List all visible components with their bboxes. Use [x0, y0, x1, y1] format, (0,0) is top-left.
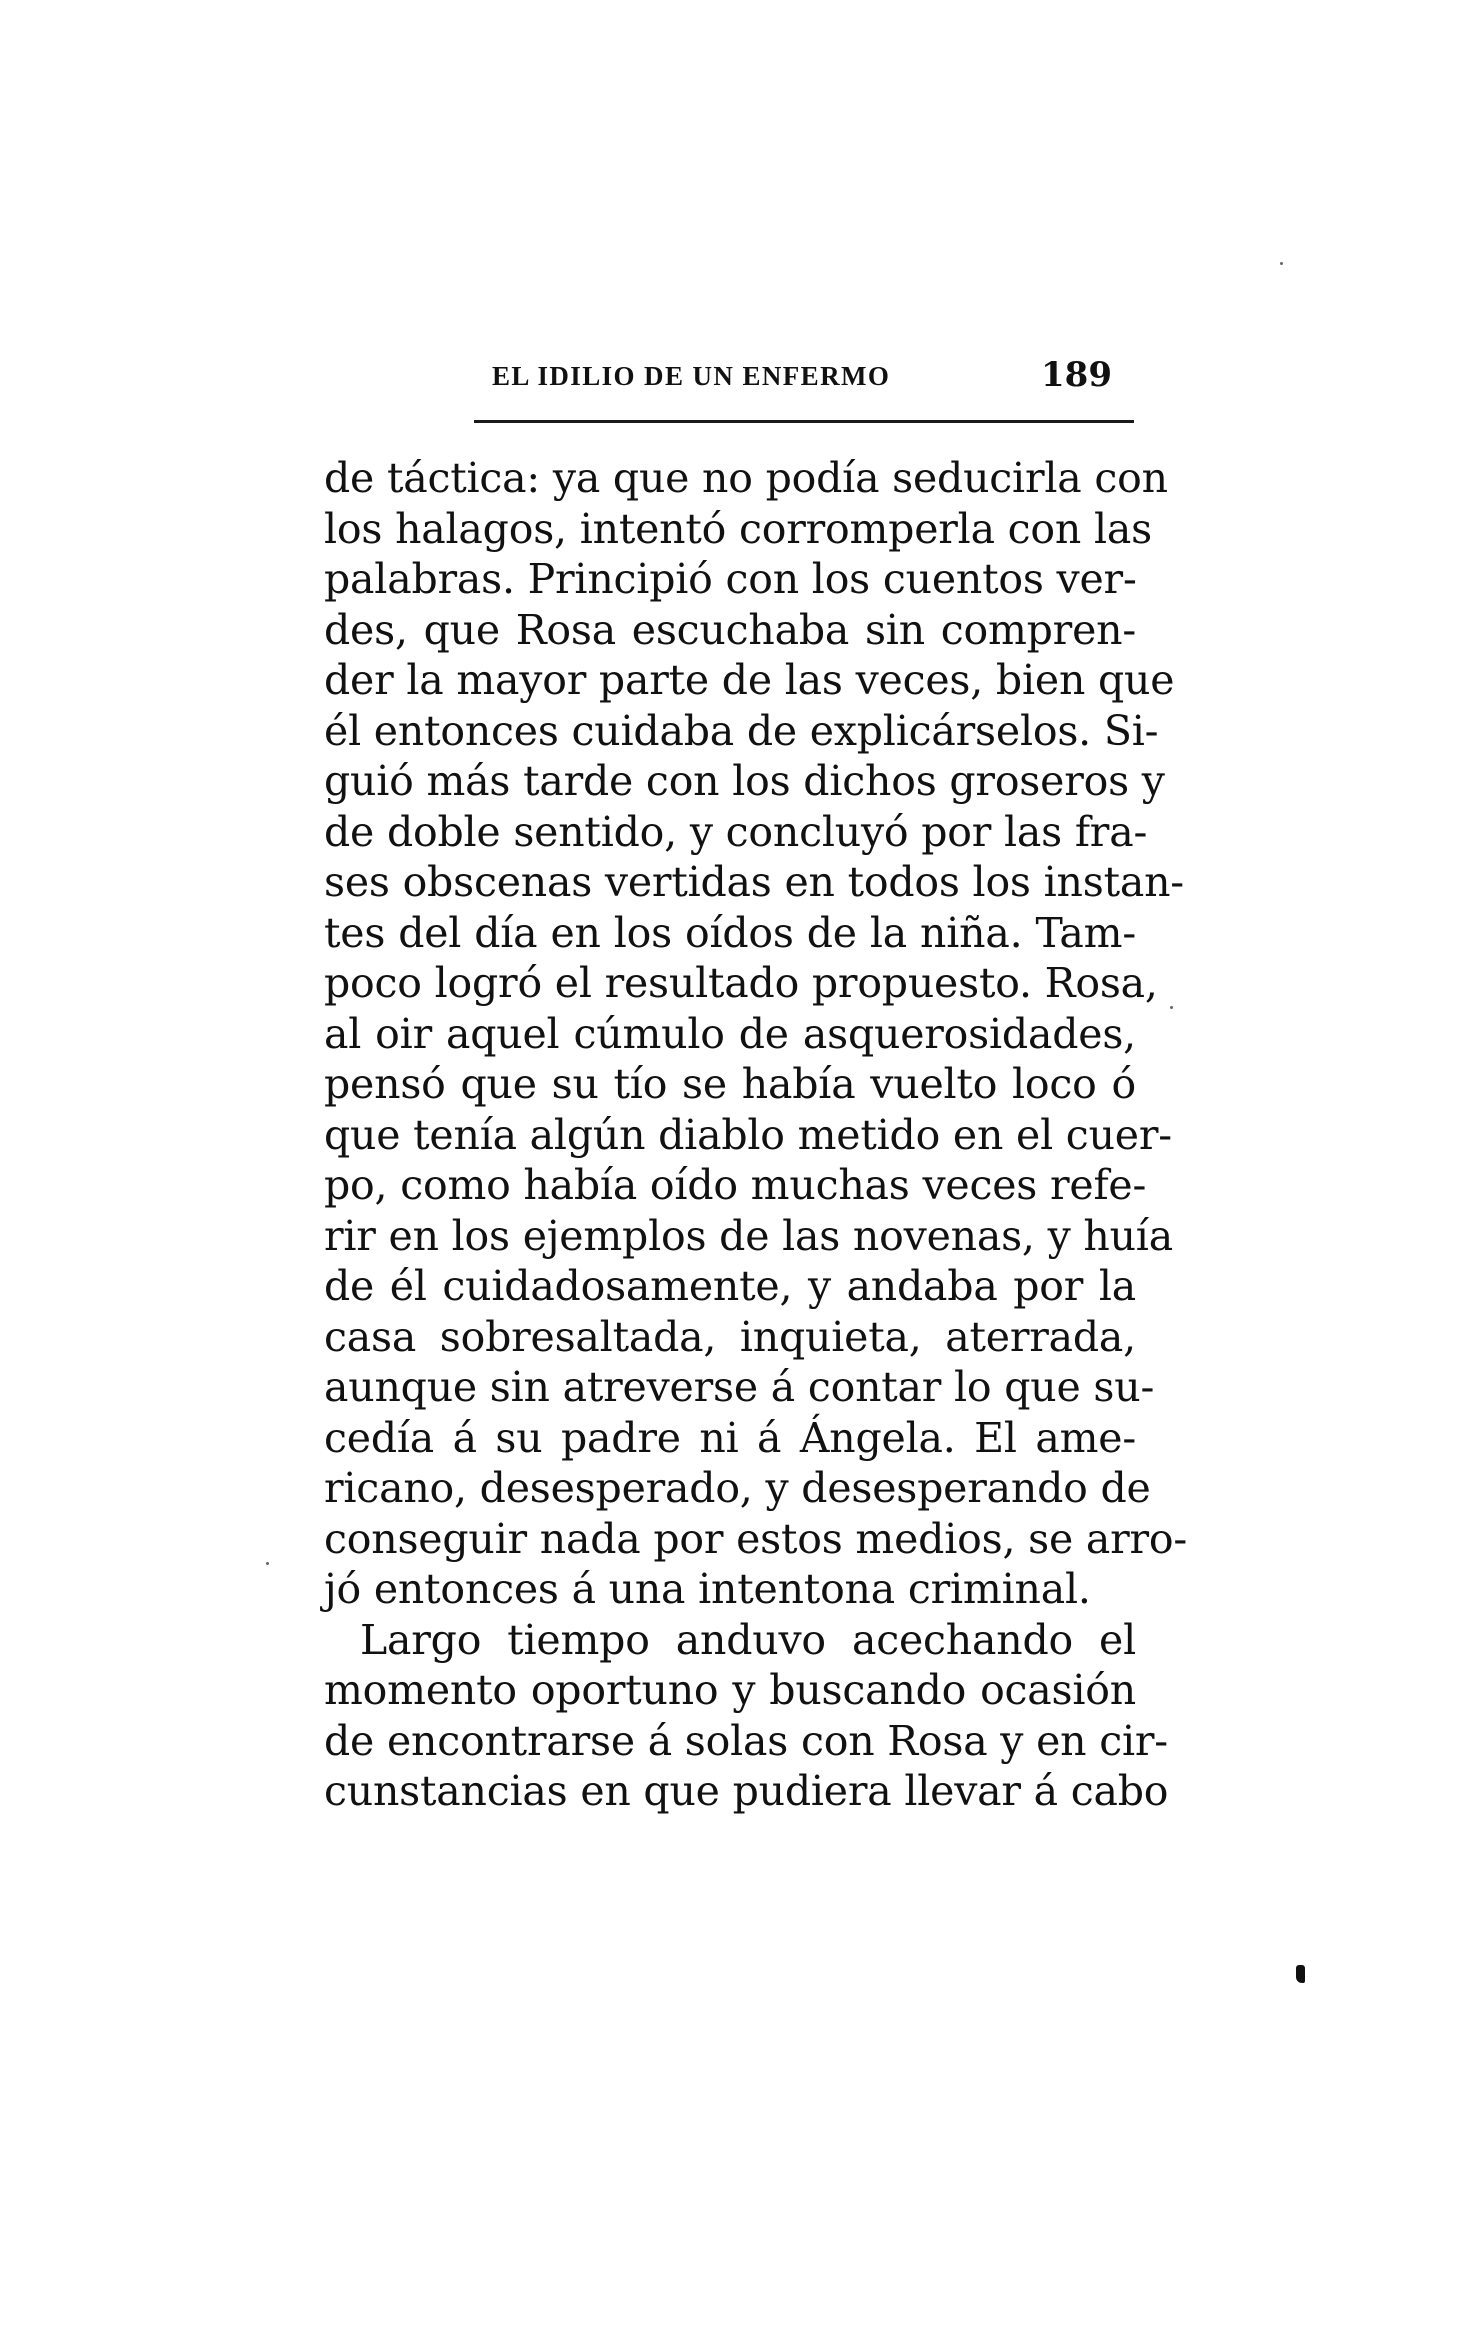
text-line: él entonces cuidaba de explicárselos. Si-: [324, 706, 1159, 755]
text-line: que tenía algún diablo metido en el cuer-: [324, 1110, 1172, 1159]
page-number: 189: [1041, 355, 1112, 395]
text-line: de encontrarse á solas con Rosa y en cir-: [324, 1716, 1168, 1765]
text-line: rir en los ejemplos de las novenas, y huía: [324, 1211, 1173, 1260]
text-line: los halagos, intentó corromperla con las: [324, 504, 1152, 553]
text-line: casa sobresaltada, inquieta, aterrada,: [324, 1312, 1136, 1361]
scan-speck: [266, 1562, 269, 1565]
text-line: cedía á su padre ni á Ángela. El ame-: [324, 1413, 1136, 1462]
text-line: des, que Rosa escuchaba sin compren-: [324, 605, 1136, 654]
text-line: de doble sentido, y concluyó por las fra-: [324, 807, 1148, 856]
ink-speck: [1296, 1965, 1305, 1983]
scan-speck: [1170, 1006, 1173, 1009]
text-line: der la mayor parte de las veces, bien que: [324, 656, 1175, 704]
text-line: conseguir nada por estos medios, se arro-: [324, 1514, 1188, 1563]
text-line: ses obscenas vertidas en todos los instan-: [324, 858, 1184, 906]
text-line: po, como había oído muchas veces refe-: [324, 1161, 1147, 1209]
text-line: poco logró el resultado propuesto. Rosa,: [324, 959, 1158, 1007]
text-line: al oir aquel cúmulo de asquerosidades,: [324, 1009, 1136, 1058]
text-line: ricano, desesperado, y desesperando de: [324, 1464, 1151, 1512]
paragraph-2: [324, 1615, 1169, 1817]
text-line: pensó que su tío se había vuelto loco ó: [324, 1060, 1136, 1108]
text-line: aunque sin atreverse á contar lo que su-: [324, 1363, 1155, 1411]
text-line: palabras. Principió con los cuentos ver-: [324, 555, 1137, 603]
text-line: guió más tarde con los dichos groseros y: [324, 757, 1165, 805]
scan-speck: [1280, 262, 1283, 265]
text-line: Largo tiempo anduvo acechando el: [360, 1615, 1136, 1664]
paragraph-1: [324, 453, 1188, 1615]
running-title: EL IDILIO DE UN ENFERMO: [492, 361, 891, 391]
text-line: tes del día en los oídos de la niña. Tam-: [324, 908, 1136, 957]
body-text: [324, 453, 1188, 1817]
text-line: cunstancias en que pudiera llevar á cabo: [324, 1767, 1169, 1815]
text-line: momento oportuno y buscando ocasión: [324, 1666, 1136, 1714]
text-line: de él cuidadosamente, y andaba por la: [324, 1262, 1136, 1310]
header-rule: [474, 420, 1134, 423]
text-line: jó entonces á una intentona criminal.: [324, 1565, 1091, 1613]
text-line: de táctica: ya que no podía seducirla con: [324, 454, 1168, 502]
running-head: [474, 355, 1134, 405]
